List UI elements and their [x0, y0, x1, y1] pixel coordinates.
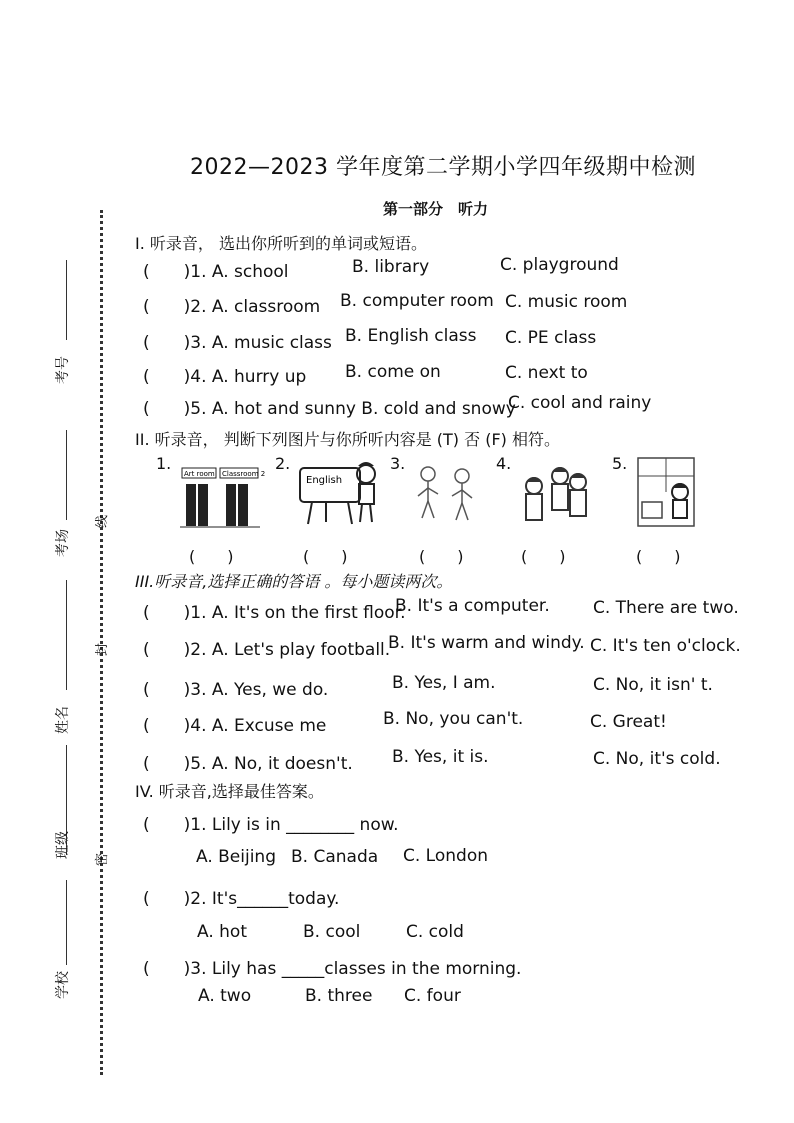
picture-5-window — [630, 456, 700, 531]
picture-number-4: 4. — [496, 454, 512, 473]
seal-char-seal: 封 — [95, 642, 111, 657]
s1-q3-b: B. English class — [345, 326, 477, 346]
picture-1-rooms — [180, 456, 266, 531]
seal-char-secret: 密 — [95, 852, 111, 867]
s4-q3-a: A. two — [198, 986, 252, 1006]
answer-paren-5[interactable]: ( ) — [636, 547, 681, 566]
s3-q5: ( )5. A. No, it doesn't. — [143, 754, 353, 774]
picture-2-english-board — [296, 456, 380, 531]
section-2-heading: II. 听录音， 判断下列图片与你所听内容是 (T) 否 (F) 相符。 — [135, 430, 560, 449]
s1-q1: ( )1. A. school — [143, 262, 289, 282]
answer-paren-3[interactable]: ( ) — [419, 547, 464, 566]
s1-q2: ( )2. A. classroom — [143, 297, 321, 317]
picture-number-3: 3. — [390, 454, 406, 473]
field-line — [66, 430, 67, 520]
board-text: English — [306, 475, 343, 486]
answer-paren-4[interactable]: ( ) — [521, 547, 566, 566]
field-line — [66, 880, 67, 965]
s4-q1-a: A. Beijing — [196, 847, 276, 867]
s3-q3-c: C. No, it isn' t. — [593, 675, 713, 695]
part-heading: 第一部分 听力 — [383, 200, 489, 218]
picture-3-kids — [410, 456, 480, 531]
s3-q4-c: C. Great! — [590, 712, 667, 732]
answer-paren-1[interactable]: ( ) — [189, 547, 234, 566]
s3-q4: ( )4. A. Excuse me — [143, 716, 327, 736]
section-3-heading: III.听录音,选择正确的答语 。每小题读两次。 — [135, 572, 453, 591]
field-line — [66, 260, 67, 340]
s4-q2-a: A. hot — [197, 922, 247, 942]
s4-q2-c: C. cold — [406, 922, 464, 942]
s4-q3-c: C. four — [404, 986, 461, 1006]
s4-q2: ( )2. It's______today. — [143, 889, 340, 909]
picture-4-group — [514, 456, 594, 531]
s1-q4: ( )4. A. hurry up — [143, 367, 307, 387]
s4-q1: ( )1. Lily is in ________ now. — [143, 815, 399, 835]
answer-paren-2[interactable]: ( ) — [303, 547, 348, 566]
s4-q1-c: C. London — [403, 846, 488, 866]
s3-q1: ( )1. A. It's on the first floor. — [143, 603, 406, 623]
exam-room-label: 考场 — [55, 529, 71, 557]
s3-q3-b: B. Yes, I am. — [392, 673, 496, 693]
s3-q5-c: C. No, it's cold. — [593, 749, 721, 769]
s3-q1-c: C. There are two. — [593, 598, 739, 618]
s1-q3: ( )3. A. music class — [143, 333, 332, 353]
name-label: 姓名 — [55, 706, 71, 734]
s1-q1-b: B. library — [352, 257, 430, 277]
s1-q5: ( )5. A. hot and sunny B. cold and snowy — [143, 399, 516, 419]
s3-q1-b: B. It's a computer. — [395, 596, 550, 616]
s1-q5-c: C. cool and rainy — [508, 393, 652, 413]
s4-q3: ( )3. Lily has _____classes in the morning. — [143, 959, 522, 979]
exam-number-label: 考号 — [55, 356, 71, 384]
school-label: 学校 — [55, 971, 71, 999]
s4-q2-b: B. cool — [303, 922, 361, 942]
picture-number-1: 1. — [156, 454, 172, 473]
s1-q4-c: C. next to — [505, 363, 588, 383]
s3-q2: ( )2. A. Let's play football. — [143, 640, 391, 660]
section-4-heading: IV. 听录音,选择最佳答案。 — [135, 782, 324, 801]
s1-q3-c: C. PE class — [505, 328, 597, 348]
s4-q3-b: B. three — [305, 986, 373, 1006]
section-1-heading: I. 听录音， 选出你所听到的单词或短语。 — [135, 234, 427, 253]
picture-number-5: 5. — [612, 454, 628, 473]
picture-number-2: 2. — [275, 454, 291, 473]
s1-q4-b: B. come on — [345, 362, 441, 382]
s1-q1-c: C. playground — [500, 255, 619, 275]
s1-q2-c: C. music room — [505, 292, 628, 312]
sign-classroom-2: Classroom 2 — [222, 470, 266, 478]
s3-q2-c: C. It's ten o'clock. — [590, 636, 741, 656]
field-line — [66, 580, 67, 690]
s3-q3: ( )3. A. Yes, we do. — [143, 680, 329, 700]
page-title: 2022—2023 学年度第二学期小学四年级期中检测 — [190, 155, 696, 180]
s3-q4-b: B. No, you can't. — [383, 709, 524, 729]
s4-q1-b: B. Canada — [291, 847, 379, 867]
s3-q2-b: B. It's warm and windy. — [388, 633, 585, 653]
s1-q2-b: B. computer room — [340, 291, 494, 311]
class-label: 班级 — [55, 831, 71, 859]
sign-art-room: Art room — [184, 470, 215, 478]
s3-q5-b: B. Yes, it is. — [392, 747, 489, 767]
seal-char-line: 线 — [95, 514, 111, 529]
